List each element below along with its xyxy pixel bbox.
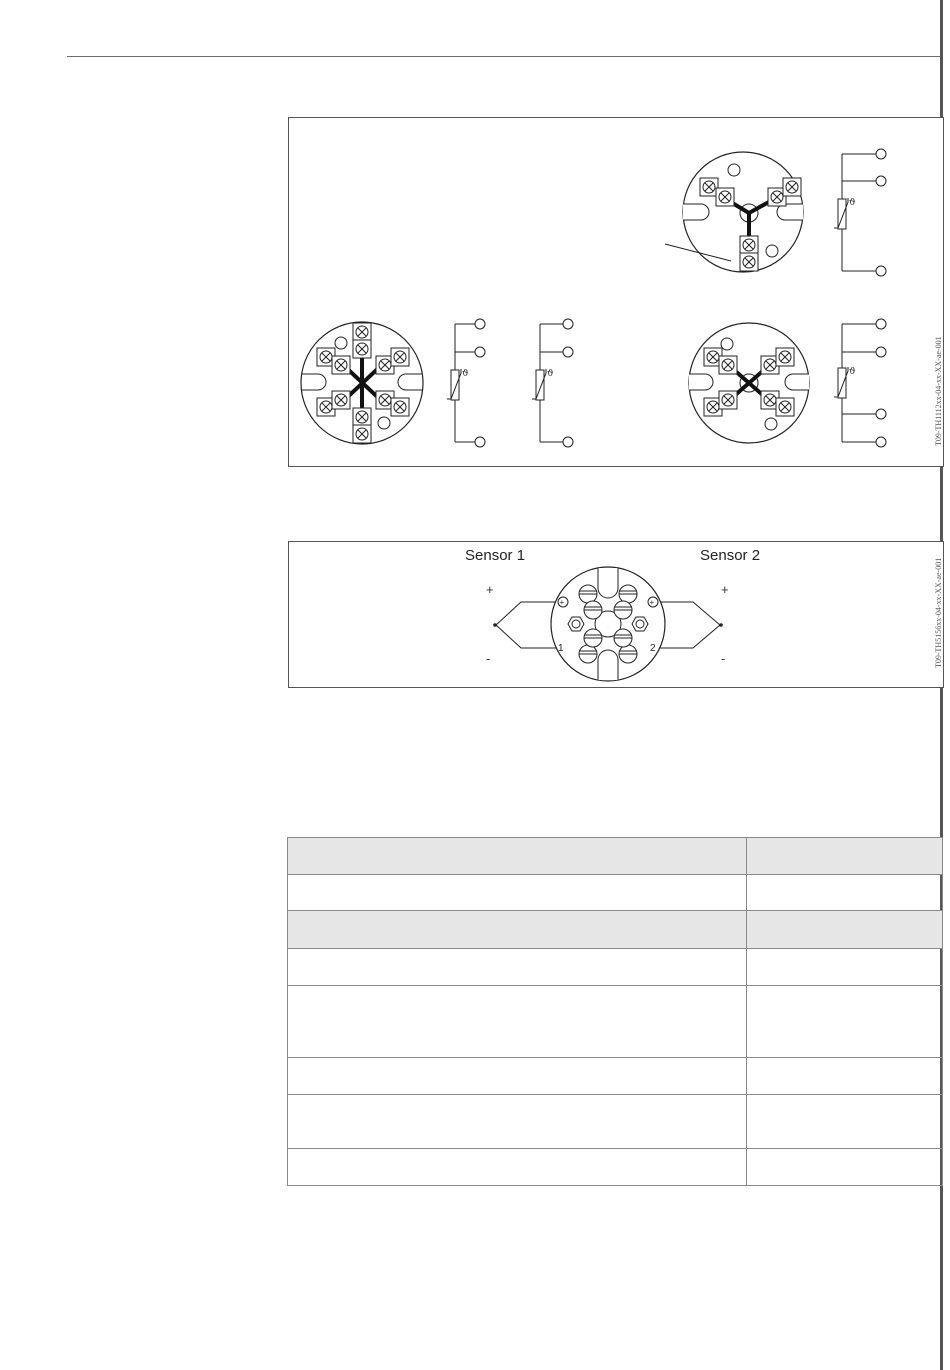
- table-row: [288, 1058, 943, 1095]
- rtd-wiring-drawing: ϑ: [289, 118, 943, 466]
- table-row: [288, 875, 943, 911]
- table-cell: [747, 949, 943, 986]
- rtd-4wire-schematic: [834, 319, 886, 447]
- rtd-schematic-b: [532, 319, 573, 447]
- table-cell: [747, 838, 943, 875]
- table-cell: [288, 1058, 747, 1095]
- table-cell: [747, 1058, 943, 1095]
- header-rule: [67, 56, 943, 57]
- terminal-2-label: 2: [650, 643, 656, 654]
- figure-rtd-wiring: [288, 102, 944, 467]
- minus-left: -: [486, 651, 491, 666]
- figure-code-bottom: T09-TH5156xx-04-xx-XX-ae-001: [934, 557, 943, 668]
- table-cell: [288, 1149, 747, 1186]
- plus-right: +: [721, 582, 729, 597]
- table-cell: [288, 1095, 747, 1149]
- table-cell: [747, 875, 943, 911]
- terminal-block-4wire: [689, 323, 809, 443]
- table-cell: [747, 1149, 943, 1186]
- table-cell: [747, 911, 943, 949]
- figure-code-top: T09-TH1112xx-04-xx-XX-ae-001: [934, 336, 943, 446]
- sensor-1-label: Sensor 1: [465, 547, 526, 564]
- minus-right: -: [721, 651, 726, 666]
- spec-table: [287, 837, 943, 1186]
- rtd-3wire-schematic: [834, 149, 886, 276]
- table-cell: [288, 986, 747, 1058]
- sensor-2-label: Sensor 2: [700, 547, 761, 564]
- figure-thermocouple-wiring: [288, 541, 944, 688]
- plus-left: +: [486, 582, 494, 597]
- terminal-block-dual: [301, 322, 423, 444]
- table-cell: [288, 875, 747, 911]
- table-row: [288, 1095, 943, 1149]
- table-row: [288, 911, 943, 949]
- svg-text:+: +: [559, 598, 565, 607]
- table-row: [288, 986, 943, 1058]
- thermocouple-drawing: [289, 542, 943, 687]
- table-cell: [288, 949, 747, 986]
- table-row: [288, 1149, 943, 1186]
- table-cell: [288, 838, 747, 875]
- table-cell: [747, 986, 943, 1058]
- svg-text:+: +: [649, 598, 655, 607]
- rtd-schematic-a: [447, 319, 485, 447]
- table-cell: [747, 1095, 943, 1149]
- terminal-block-3wire: [665, 152, 803, 272]
- table-row: [288, 949, 943, 986]
- table-cell: [288, 911, 747, 949]
- terminal-1-label: 1: [558, 643, 564, 654]
- table-row: [288, 838, 943, 875]
